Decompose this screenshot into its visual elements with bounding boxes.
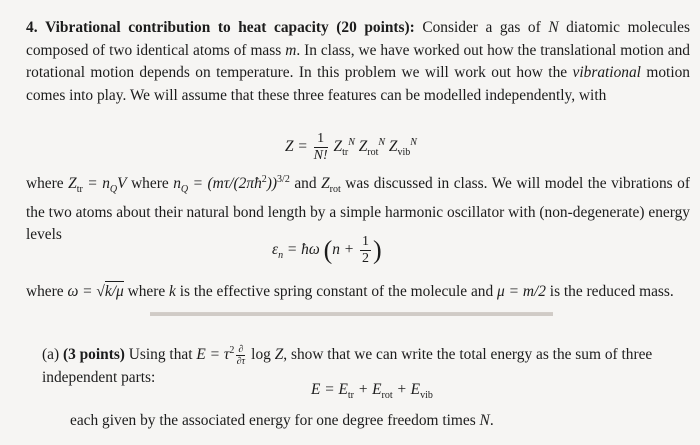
eq1-den: N!: [313, 148, 328, 163]
eq1-fraction: [314, 131, 328, 164]
p2-text-a: where: [26, 175, 64, 193]
intro-vibrational: vibrational: [572, 64, 641, 82]
intro-text-2: diatomic molecules composed of two identical atoms of mass: [26, 19, 690, 59]
eq1-num: 1: [314, 131, 328, 148]
p2-text-b: where: [131, 175, 169, 193]
intro-text-4: motion comes into play. We will assume that these three features can be modelled independently, with: [26, 64, 690, 104]
p3-text-c: is the effective spring constant of the molecule and: [179, 283, 494, 300]
intro-text-1: Consider a gas of: [422, 19, 541, 36]
part-a-label: (a) (3 points): [42, 346, 125, 364]
part-a-text-a: Using that: [128, 346, 193, 364]
p2-text-d: was discussed in class. We will model the vibrations of the two atoms about their natural bond length by a simple harmonic oscillator with (non-degenerate) energy levels: [26, 175, 690, 244]
problem-intro: [26, 17, 690, 107]
var-k: k: [169, 283, 176, 300]
p3-text-d: is the reduced mass.: [549, 283, 674, 300]
part-a: (a) (3 points) Using that $E = \tau^2$ $\frac{\partial}{\partial\tau}$ log Z, show that we can write the total energy as the sum of three independent parts:: [42, 344, 653, 387]
problem-title: Vibrational contribution to heat capacity (20 points):: [45, 19, 415, 36]
var-m: m: [285, 41, 297, 59]
p3-text-a: where: [26, 283, 64, 300]
paragraph-translational: where $Z_{tr} = n_QV$ where $n_Q$ = $(m\tau/(2\pi ħ^2))^{3/2}$ and $Z_{rot}$ was discussed in class. We will model the vibrations of the two atoms about their natural bond length by a simple harmonic oscillator with (non-degenerate) energy levels: [26, 174, 690, 244]
closing-sentence: [70, 412, 494, 430]
closing-text: each given by the associated energy for one degree freedom times: [70, 412, 476, 429]
eq1-rhs: $Z_{tr}^N$ $Z_{rot}^N$ $Z_{vib}^N$: [333, 136, 417, 159]
part-a-text-b: , show that we can write the total energy as the sum of three independent parts:: [42, 346, 653, 387]
bleed-through-shadow: ▬▬▬▬▬▬▬▬▬▬▬▬▬▬▬▬▬▬▬▬▬▬▬▬▬▬▬▬▬▬▬: [150, 304, 553, 319]
intro-text-3: . In class, we have worked out how the translational motion and rotational motion depends on temperature. In this problem we will work out how the: [26, 41, 691, 82]
problem-number: 4.: [26, 19, 38, 36]
eq1-lhs: Z =: [285, 138, 308, 156]
closing-period: .: [489, 412, 494, 429]
paragraph-omega: where ω = √k/μ where k is the effective spring constant of the molecule and μ = m/2 is the reduced mass.: [26, 283, 674, 300]
equation-partition-function: [285, 131, 417, 164]
p2-text-c: and: [294, 175, 317, 193]
equation-total-energy: $E = E_{tr} + E_{rot} + E_{vib}$: [311, 381, 433, 402]
p3-text-b: where: [127, 283, 166, 300]
equation-energy-levels: $\varepsilon_n$ = ħω (n + $\frac{1}{2}$ ): [272, 234, 382, 266]
var-N: N: [548, 19, 559, 36]
closing-var-N: N: [479, 412, 490, 429]
